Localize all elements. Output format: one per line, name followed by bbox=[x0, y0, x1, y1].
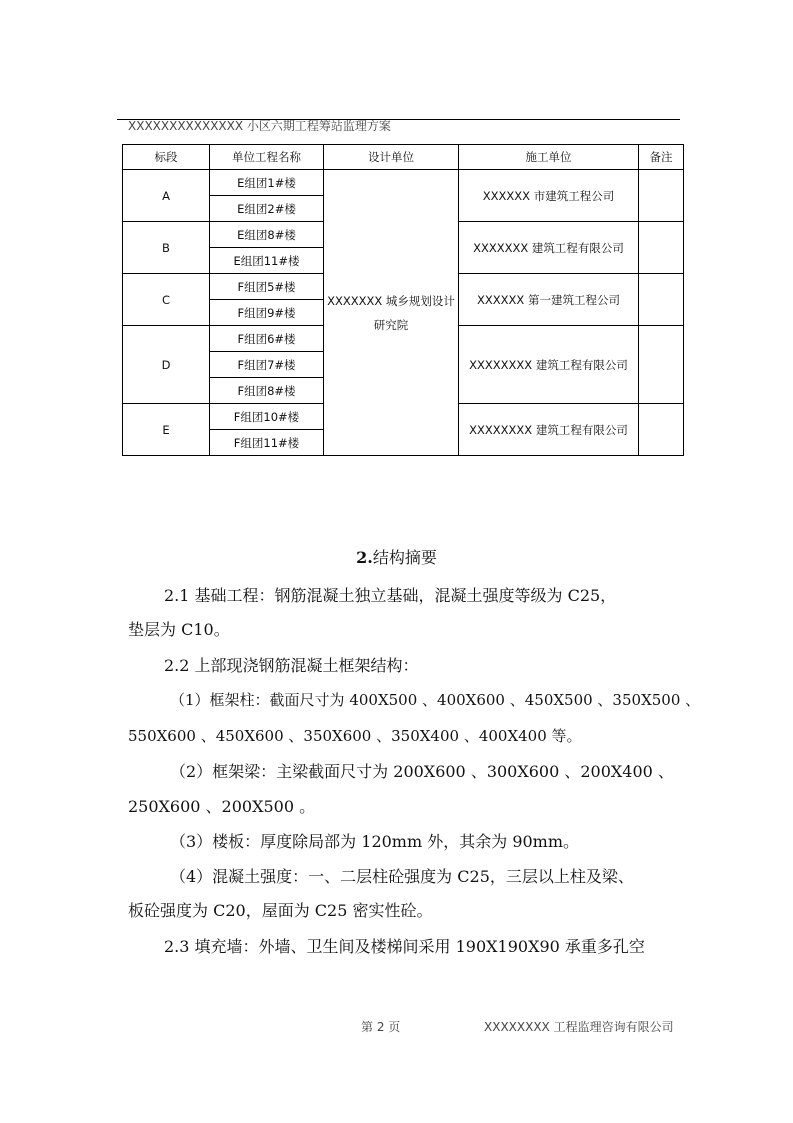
contractor: XXXXXX 市建筑工程公司 bbox=[459, 170, 639, 222]
paragraph-line: 2.1 基础工程：钢筋混凝土独立基础，混凝土强度等级为 C25， bbox=[164, 586, 617, 605]
building-name: E组团2#楼 bbox=[210, 196, 324, 222]
contractor: XXXXXXXX 建筑工程有限公司 bbox=[459, 404, 639, 456]
building-name: F组团7#楼 bbox=[210, 352, 324, 378]
remark bbox=[639, 170, 684, 222]
building-name: F组团8#楼 bbox=[210, 378, 324, 404]
remark bbox=[639, 404, 684, 456]
col-header-unit-project: 单位工程名称 bbox=[210, 145, 324, 170]
col-header-remark: 备注 bbox=[639, 145, 684, 170]
building-name: F组团10#楼 bbox=[210, 404, 324, 430]
section-heading-text: 结构摘要 bbox=[372, 548, 437, 567]
page-header-title: XXXXXXXXXXXXXX 小区六期工程筹站监理方案 bbox=[128, 119, 391, 133]
contractor: XXXXXXX 建筑工程有限公司 bbox=[459, 222, 639, 274]
paragraph-line: 板砼强度为 C20，屋面为 C25 密实性砼。 bbox=[128, 901, 433, 920]
building-name: F组团11#楼 bbox=[210, 430, 324, 456]
table-header-row bbox=[123, 145, 684, 170]
contractor: XXXXXX 第一建筑工程公司 bbox=[459, 274, 639, 326]
section-number: 2. bbox=[356, 548, 373, 567]
section-label: E bbox=[123, 404, 210, 456]
contractor: XXXXXXXX 建筑工程有限公司 bbox=[459, 326, 639, 404]
building-name: F组团5#楼 bbox=[210, 274, 324, 300]
paragraph-line: 250X600 、200X500 。 bbox=[128, 797, 316, 816]
footer-company: XXXXXXXX 工程监理咨询有限公司 bbox=[484, 1020, 674, 1034]
design-unit: XXXXXXX 城乡规划设计研究院 bbox=[324, 170, 459, 456]
page-number: 第 2 页 bbox=[361, 1020, 401, 1034]
units-table bbox=[122, 144, 684, 456]
section-heading bbox=[0, 545, 793, 568]
paragraph-line: （1）框架柱：截面尺寸为 400X500 、400X600 、450X500 、350X500 、 bbox=[170, 691, 701, 709]
paragraph-line: （2）框架梁：主梁截面尺寸为 200X600 、300X600 、200X400 、 bbox=[170, 762, 674, 781]
building-name: E组团11#楼 bbox=[210, 248, 324, 274]
paragraph-line: 2.2 上部现浇钢筋混凝土框架结构： bbox=[164, 656, 419, 675]
table-row bbox=[123, 170, 684, 196]
section-label: A bbox=[123, 170, 210, 222]
remark bbox=[639, 222, 684, 274]
paragraph-line: 550X600 、450X600 、350X600 、350X400 、400X400 等。 bbox=[128, 727, 582, 745]
section-label: C bbox=[123, 274, 210, 326]
building-name: F组团6#楼 bbox=[210, 326, 324, 352]
building-name: E组团8#楼 bbox=[210, 222, 324, 248]
paragraph-line: （3）楼板：厚度除局部为 120mm 外，其余为 90mm。 bbox=[170, 832, 580, 851]
section-label: B bbox=[123, 222, 210, 274]
building-name: F组团9#楼 bbox=[210, 300, 324, 326]
paragraph-line: （4）混凝土强度：一、二层柱砼强度为 C25，三层以上柱及梁、 bbox=[170, 867, 634, 886]
paragraph-line: 垫层为 C10。 bbox=[128, 620, 230, 639]
remark bbox=[639, 274, 684, 326]
building-name: E组团1#楼 bbox=[210, 170, 324, 196]
col-header-contractor: 施工单位 bbox=[459, 145, 639, 170]
paragraph-line: 2.3 填充墙：外墙、卫生间及楼梯间采用 190X190X90 承重多孔空 bbox=[164, 937, 645, 956]
header-rule bbox=[117, 119, 680, 120]
col-header-section: 标段 bbox=[123, 145, 210, 170]
remark bbox=[639, 326, 684, 404]
col-header-design-unit: 设计单位 bbox=[324, 145, 459, 170]
section-label: D bbox=[123, 326, 210, 404]
